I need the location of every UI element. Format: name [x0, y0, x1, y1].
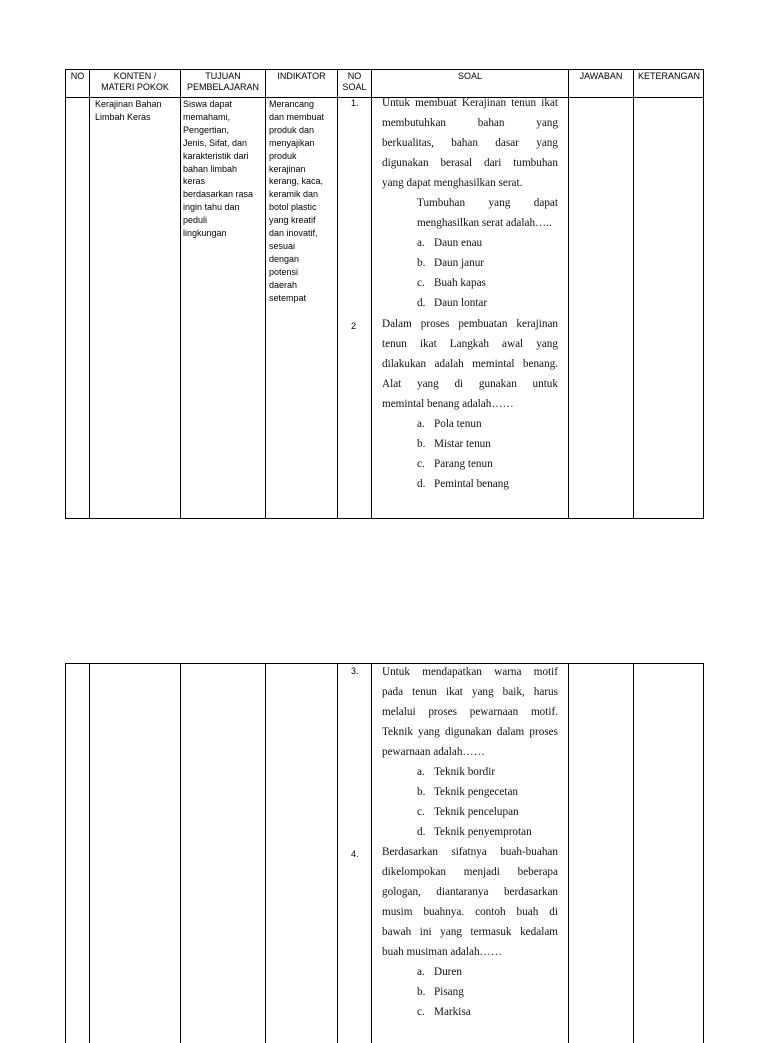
- question-text-end: yang dapat menghasilkan serat.: [382, 177, 523, 189]
- question-text-indented-end: menghasilkan serat adalah…..: [417, 217, 552, 229]
- answer-option: a. Duren: [417, 966, 462, 978]
- column-divider: [371, 70, 372, 518]
- answer-option: b. Mistar tenun: [417, 438, 491, 450]
- question-text: Dalam proses pembuatan kerajinan tenun ikat Langkah awal yang dilakukan adalah memintal benang. Alat yang di gunakan untuk: [382, 318, 558, 390]
- question-text-end: pewarnaan adalah……: [382, 746, 485, 758]
- answer-option: b. Teknik pengecetan: [417, 786, 519, 798]
- answer-option: c. Markisa: [417, 1006, 471, 1018]
- question-text-end: memintal benang adalah……: [382, 398, 514, 410]
- question-text: Untuk mendapatkan warna motif pada tenun ikat yang baik, harus melalui proses pewarnaan motif. Teknik yang digunakan dalam proses: [382, 666, 558, 738]
- header-tujuan: TUJUAN PEMBELAJARAN: [186, 71, 260, 92]
- header-jawaban: JAWABAN: [579, 71, 623, 81]
- question-table-page-1: [65, 69, 704, 519]
- header-konten: KONTEN / MATERI POKOK: [101, 71, 169, 92]
- question-number: 3.: [351, 666, 359, 676]
- column-divider: [633, 664, 634, 1043]
- column-divider: [371, 664, 372, 1043]
- column-divider: [180, 664, 181, 1043]
- column-divider: [89, 70, 90, 518]
- header-indikator: INDIKATOR: [277, 71, 326, 81]
- column-divider: [337, 70, 338, 518]
- answer-option: c. Parang tenun: [417, 458, 493, 470]
- header-no-soal: NO SOAL: [342, 71, 367, 92]
- column-divider: [568, 70, 569, 518]
- question-text: Berdasarkan sifatnya buah-buahan dikelompokan menjadi beberapa gologan, diantaranya berdasarkan musim buahnya. contoh buah di bawah ini yang termasuk kedalam: [382, 846, 558, 938]
- answer-option: d. Pemintal benang: [417, 478, 509, 490]
- question-text-indented: Tumbuhan yang dapat: [417, 197, 558, 209]
- header-keterangan: KETERANGAN: [637, 71, 700, 81]
- answer-option: b. Daun janur: [417, 257, 485, 269]
- answer-option: c. Buah kapas: [417, 277, 486, 289]
- question-table-page-2: [65, 663, 704, 1043]
- question-number: 4.: [351, 849, 359, 859]
- column-divider: [337, 664, 338, 1043]
- column-divider: [568, 664, 569, 1043]
- answer-option: a. Pola tenun: [417, 418, 482, 430]
- answer-option: c. Teknik pencelupan: [417, 806, 519, 818]
- column-divider: [265, 70, 266, 518]
- header-soal: SOAL: [457, 71, 482, 81]
- question-text-end: buah musiman adalah……: [382, 946, 502, 958]
- question-text: Untuk membuat Kerajinan tenun ikat membutuhkan bahan yang berkualitas, bahan dasar yang digunakan berasal dari tumbuhan: [382, 97, 558, 169]
- question-number: 2: [351, 321, 357, 331]
- konten-cell: Kerajinan Bahan Limbah Keras: [95, 99, 162, 122]
- answer-option: a. Teknik bordir: [417, 766, 496, 778]
- column-divider: [265, 664, 266, 1043]
- question-number: 1.: [351, 98, 359, 108]
- tujuan-cell: Siswa dapat memahami, Pengertian, Jenis, Sifat, dan karakteristik dari bahan limbah keras berdasarkan rasa ingin tahu dan peduli lingkungan: [183, 99, 254, 239]
- column-divider: [633, 70, 634, 518]
- answer-option: d. Daun lontar: [417, 297, 488, 309]
- answer-option: b. Pisang: [417, 986, 464, 998]
- answer-option: d. Teknik penyemprotan: [417, 826, 532, 838]
- column-divider: [180, 70, 181, 518]
- answer-option: a. Daun enau: [417, 237, 483, 249]
- indikator-cell: Merancang dan membuat produk dan menyajikan produk kerajinan kerang, kaca, keramik dan botol plastic yang kreatif dan inovatif, sesuai dengan potensi daerah setempat: [269, 99, 325, 303]
- header-no: NO: [70, 71, 85, 81]
- column-divider: [89, 664, 90, 1043]
